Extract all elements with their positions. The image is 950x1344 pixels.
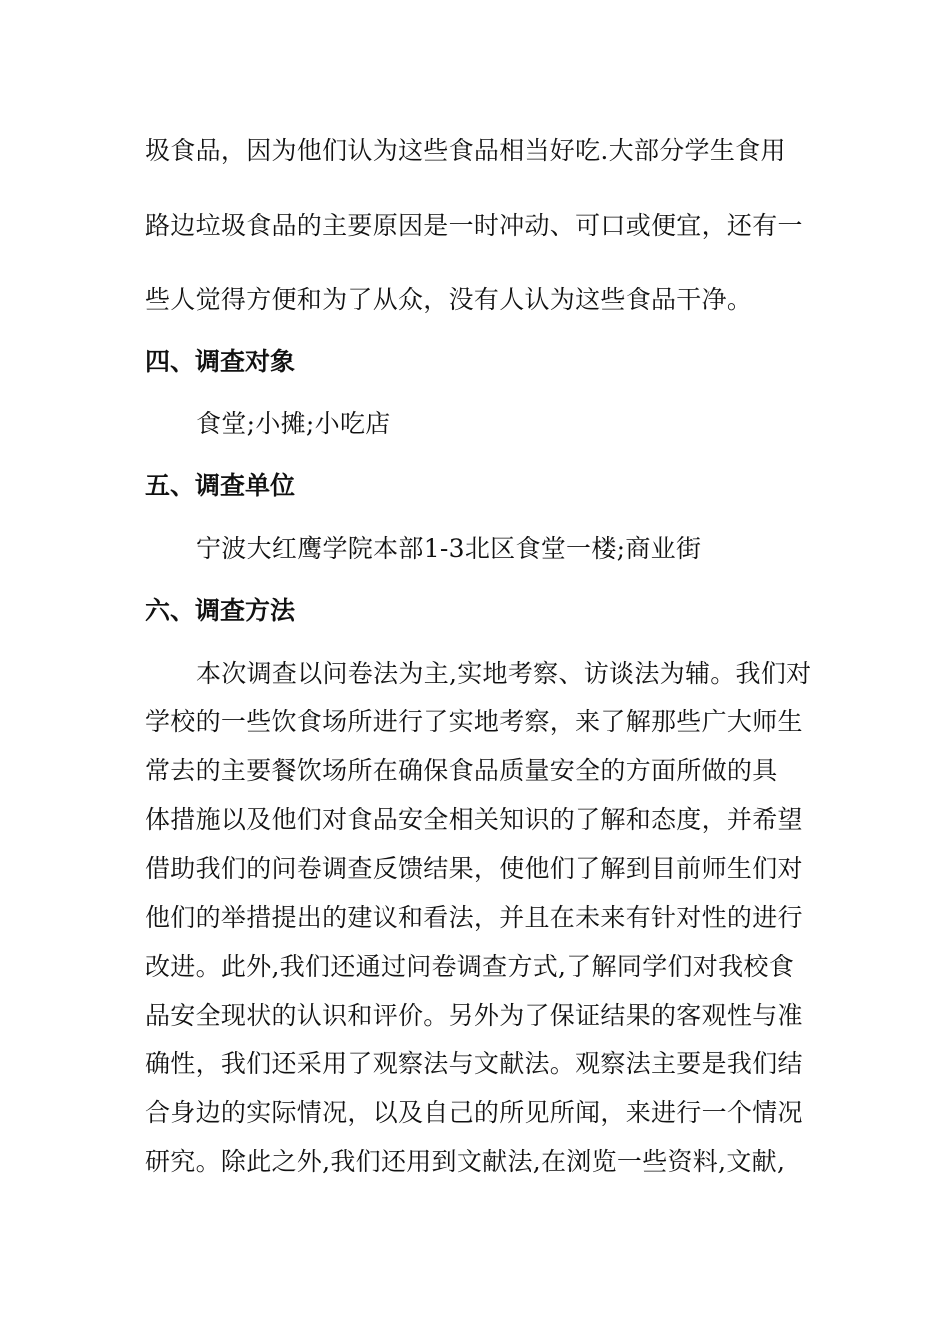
section-five-heading: 五、调查单位	[145, 471, 296, 500]
section-six-line-8: 品安全现状的认识和评价。另外为了保证结果的客观性与准	[145, 1001, 803, 1030]
section-six-line-10: 合身边的实际情况，以及自己的所见所闻，来进行一个情况	[145, 1098, 803, 1127]
section-six-line-5: 借助我们的问卷调查反馈结果，使他们了解到目前师生们对	[145, 854, 803, 883]
intro-line-1: 圾食品，因为他们认为这些食品相当好吃.大部分学生食用	[145, 136, 786, 165]
section-four-heading: 四、调查对象	[145, 347, 296, 376]
section-six-line-9: 确性，我们还采用了观察法与文献法。观察法主要是我们结	[145, 1049, 803, 1078]
intro-line-3: 些人觉得方便和为了从众，没有人认为这些食品干净。	[145, 285, 753, 314]
section-six-line-1: 本次调查以问卷法为主,实地考察、访谈法为辅。我们对	[196, 659, 812, 688]
section-four-body: 食堂;小摊;小吃店	[196, 409, 391, 438]
section-six-line-6: 他们的举措提出的建议和看法，并且在未来有针对性的进行	[145, 903, 803, 932]
section-six-line-11: 研究。除此之外,我们还用到文献法,在浏览一些资料,文献,	[145, 1147, 786, 1176]
section-six-line-7: 改进。此外,我们还通过问卷调查方式,了解同学们对我校食	[145, 952, 794, 981]
section-six-heading: 六、调查方法	[145, 596, 296, 625]
intro-line-2: 路边垃圾食品的主要原因是一时冲动、可口或便宜，还有一	[145, 211, 803, 240]
section-six-line-4: 体措施以及他们对食品安全相关知识的了解和态度，并希望	[145, 805, 803, 834]
section-six-line-2: 学校的一些饮食场所进行了实地考察，来了解那些广大师生	[145, 707, 803, 736]
section-six-line-3: 常去的主要餐饮场所在确保食品质量安全的方面所做的具	[145, 756, 778, 785]
section-five-body: 宁波大红鹰学院本部1-3北区食堂一楼;商业街	[196, 534, 702, 563]
